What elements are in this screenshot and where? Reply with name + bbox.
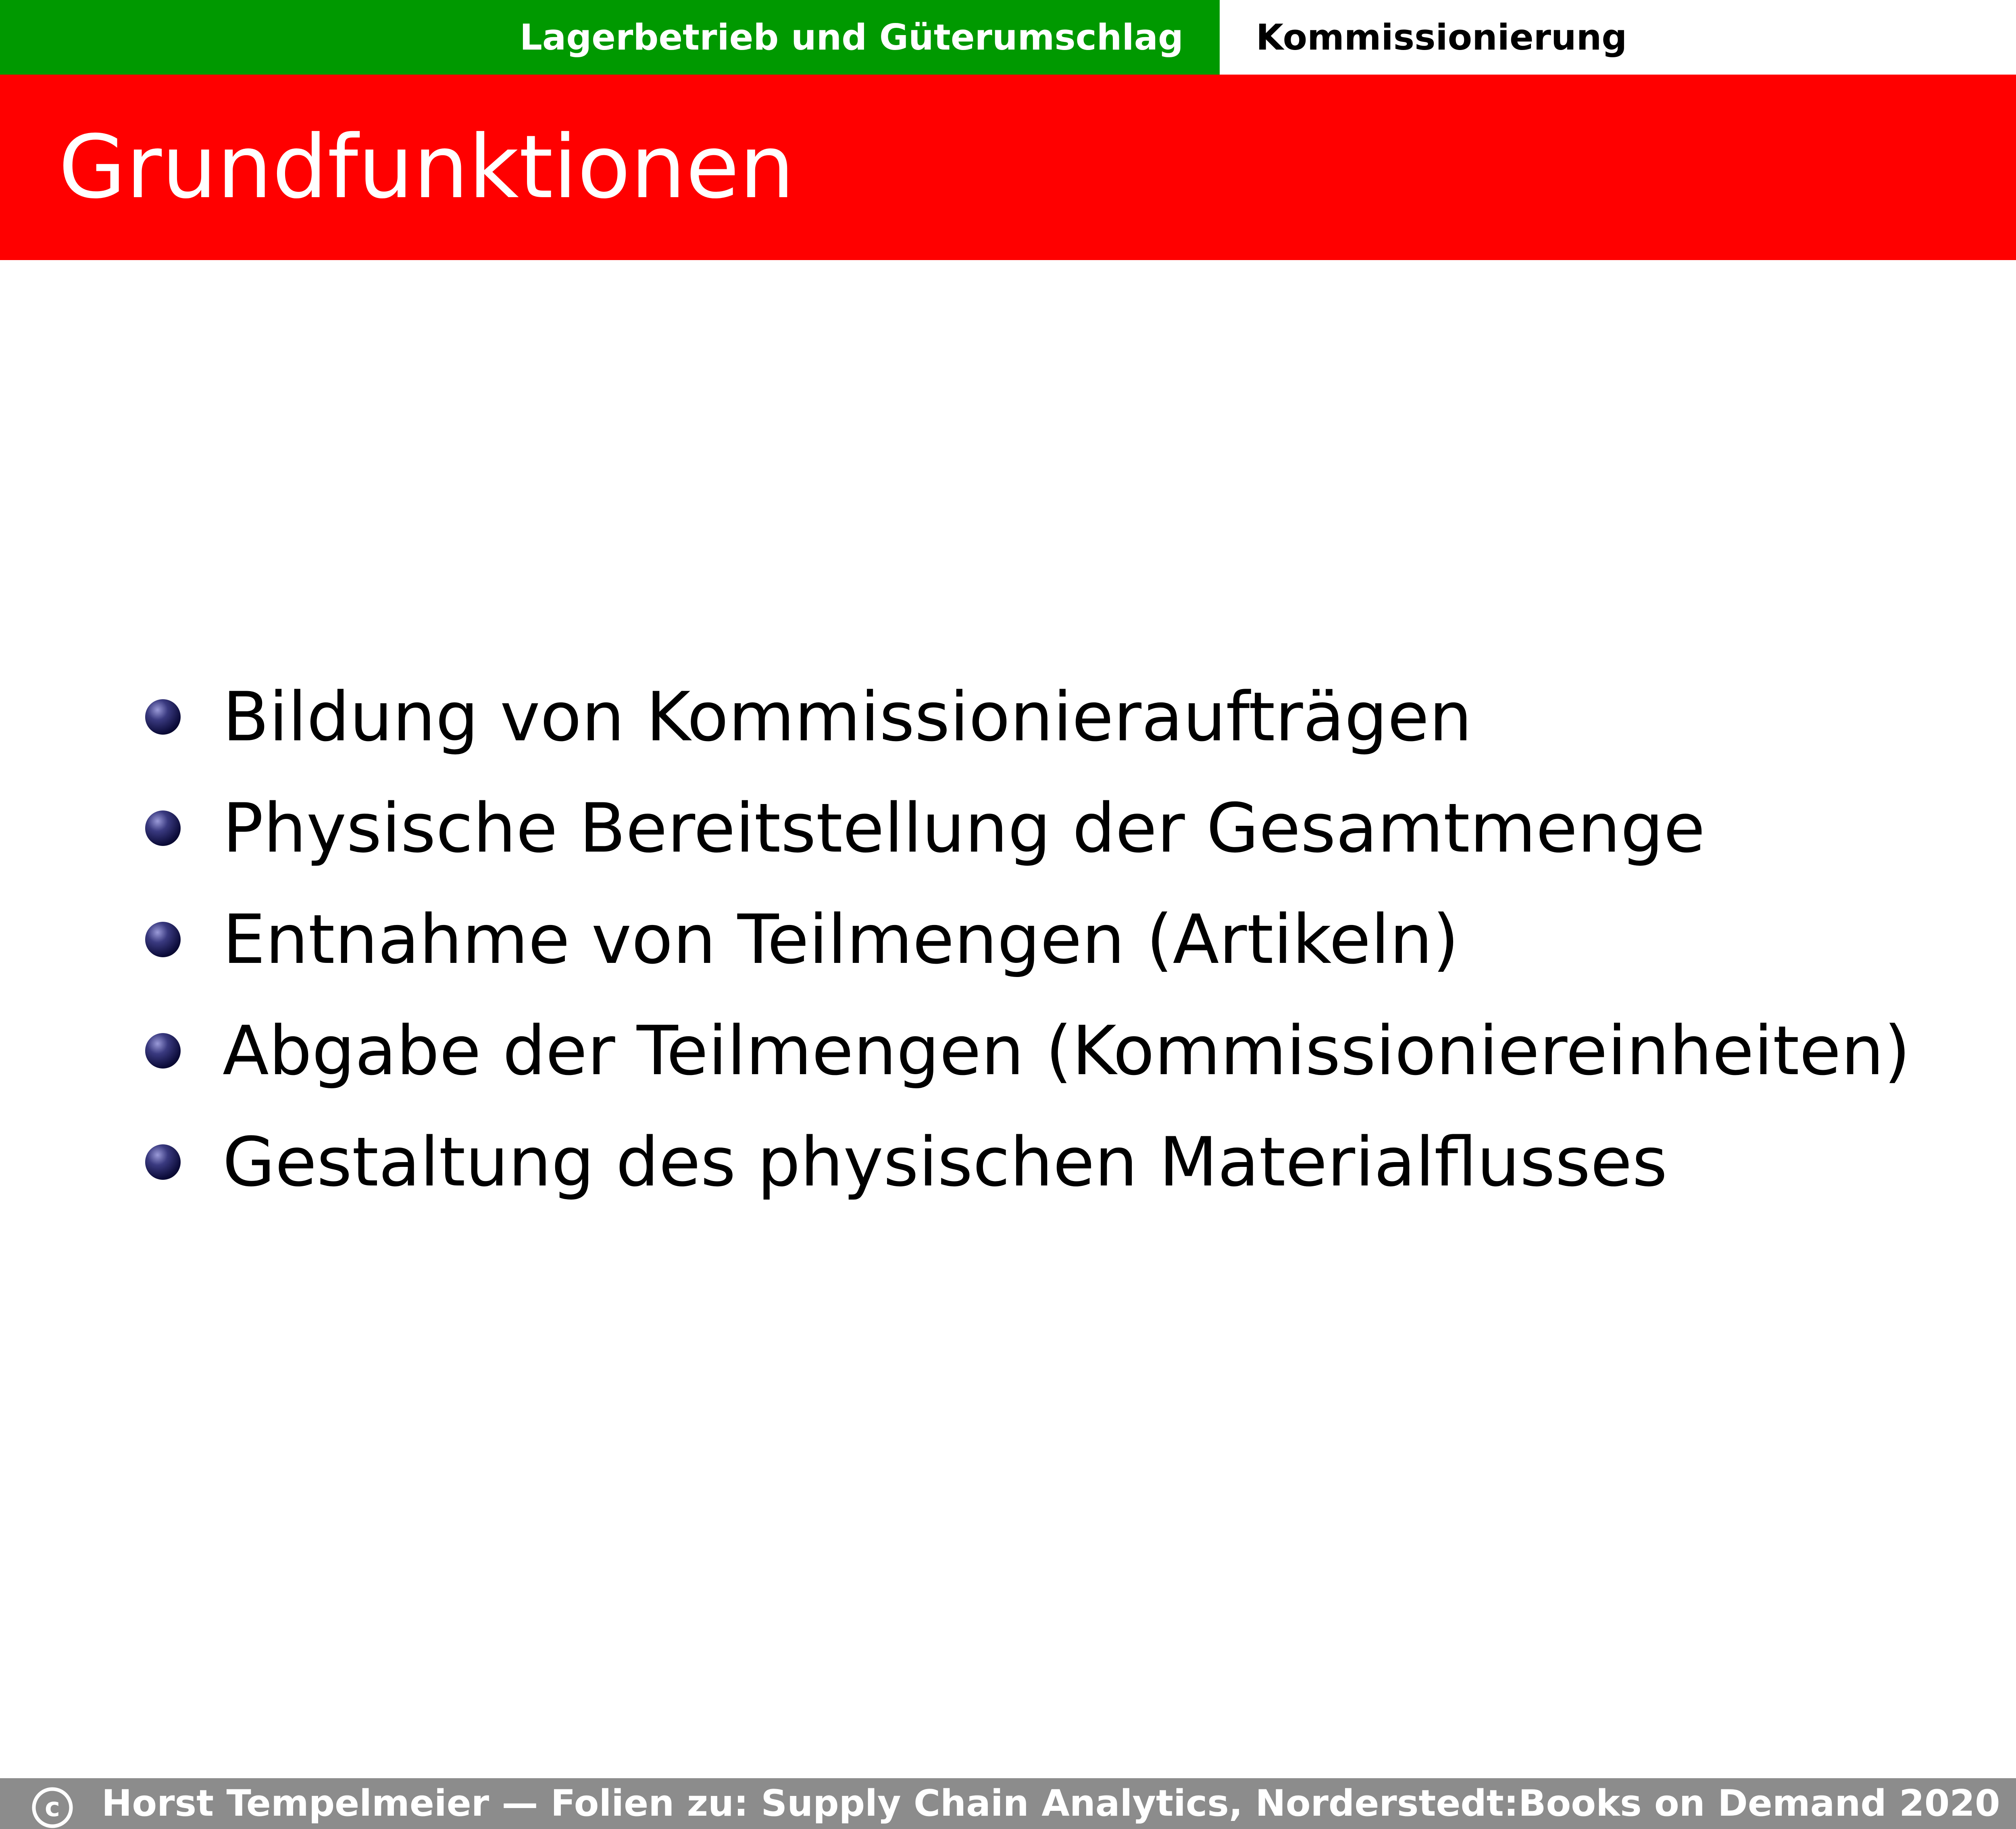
ball-bullet-icon (145, 699, 181, 735)
ball-bullet-icon (145, 922, 181, 957)
copyright-icon (30, 1785, 75, 1829)
list-item (145, 1106, 1910, 1218)
list-item-text: Entnahme von Teilmengen (Artikeln) (223, 900, 1459, 979)
ball-bullet-icon (145, 810, 181, 846)
ball-bullet-icon (145, 1144, 181, 1180)
section-nav-label[interactable]: Lagerbetrieb und Güterumschlag (519, 17, 1183, 58)
list-item-text: Bildung von Kommissionieraufträgen (223, 677, 1472, 756)
footer-citation: Horst Tempelmeier — Folien zu: Supply Chain Analytics, Norderstedt:Books on Demand 2020 (102, 1782, 2000, 1825)
subsection-nav-label[interactable]: Kommissionierung (1256, 17, 1627, 58)
list-item-text: Abgabe der Teilmengen (Kommissioniereinheiten) (223, 1011, 1910, 1090)
footer-bar (0, 1778, 2016, 1829)
bullet-list (145, 661, 1910, 1218)
slide-title: Grundfunktionen (58, 117, 795, 218)
ball-bullet-icon (145, 1033, 181, 1069)
list-item (145, 661, 1910, 773)
section-nav[interactable] (0, 0, 1220, 75)
list-item-text: Gestaltung des physischen Materialflusses (223, 1123, 1668, 1202)
top-navigation-bar (0, 0, 2016, 75)
list-item (145, 884, 1910, 995)
list-item (145, 773, 1910, 884)
copyright-symbol-text: c (45, 1793, 60, 1823)
list-item-text: Physische Bereitstellung der Gesamtmenge (223, 789, 1706, 868)
list-item (145, 995, 1910, 1106)
title-bar (0, 75, 2016, 260)
